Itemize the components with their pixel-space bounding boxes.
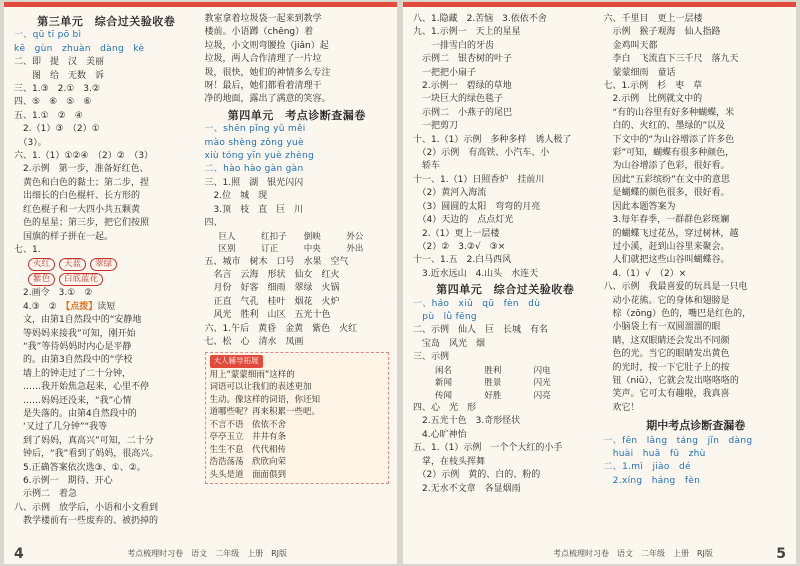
word-cell: 红扣子 — [261, 231, 287, 242]
box-line: 道哪些呢？再来积累一些吧。 — [209, 407, 321, 418]
color-word-tag: 天蓝 — [59, 258, 86, 271]
answer-line: 七、1. — [14, 244, 41, 255]
answer-line: 教学楼前有一些废弃的、被扔掉的 — [14, 516, 159, 527]
answer-line: 示例二 银杏树的叶子 — [413, 54, 513, 65]
box-line: 生生不息 代代相传 — [209, 444, 287, 455]
box-line: 生动。像这样的词语，你还知 — [209, 394, 321, 405]
answer-line: 到了妈妈，真高兴”可知，二十分 — [14, 435, 154, 446]
unit4-review-title: 第四单元 综合过关验收卷 — [436, 283, 575, 297]
color-word-row — [14, 257, 199, 272]
answer-line: pù lǜ fēng — [413, 311, 477, 322]
essay-continued — [205, 13, 390, 107]
word-cell: 胜景 — [484, 378, 502, 389]
word-cell: 新闻 — [435, 378, 453, 389]
right-column-1 — [413, 13, 598, 541]
answer-line: 白的、火红的、墨绿的”以及 — [603, 121, 726, 132]
answer-line: 正直 气孔 桂叶 烟花 火炉 — [204, 296, 340, 307]
answer-line: （2）② 3.②√ ③× — [413, 241, 506, 252]
left-column-1 — [14, 13, 199, 541]
answer-line: 一、fēn lǎng táng jǐn dàng — [603, 435, 753, 446]
page-number: 4 — [14, 546, 24, 562]
answer-line: 一把剪刀 — [413, 121, 459, 132]
answer-line: 2.示例 第一步，准备好红色、 — [14, 164, 149, 175]
answer-line: 笑声。它可太有趣啦，我真喜 — [603, 389, 730, 400]
answer-line: 钟后，“我”看到了妈妈，很高兴。 — [14, 449, 159, 460]
answer-line: 五、城市 树木 口号 水果 空气 — [204, 256, 349, 267]
answer-line: 图 给 无数 诉 — [14, 70, 105, 81]
box-line: 头头是道 面面俱到 — [209, 469, 287, 480]
box-line: 用上“蒙蒙细雨”这样的 — [209, 369, 295, 380]
color-word-tag: 白底蓝花 — [59, 273, 103, 286]
answer-line: 六、1.午后 黄昏 金黄 紫色 火红 — [204, 323, 358, 334]
answer-line: 5.正确答案依次选③、①、②。 — [14, 462, 146, 473]
answer-line: 一把把小扇子 — [413, 67, 477, 78]
box-line: 词语可以让我们的表述更加 — [209, 382, 312, 393]
answer-line: 一、háo xiū qū fèn dù — [413, 298, 541, 309]
answer-line: 红色棍子和一大四小共五颗黄 — [14, 204, 141, 215]
answer-line: 棕（zōng）色的，嘴巴是红色的， — [603, 308, 752, 319]
answer-lines — [14, 29, 199, 528]
answer-line: 因此本题答案为 — [603, 201, 676, 212]
answer-line: 七、1.示例 杉 枣 草 — [603, 81, 703, 92]
answer-lines — [413, 13, 598, 281]
answer-line: “我”等待妈妈时内心是平静 — [14, 341, 132, 352]
page-footer — [403, 542, 796, 562]
answer-line: 五、1.（1）示例 一个个大红的小手 — [413, 443, 563, 454]
answer-line: 掌，在枝头挥舞 — [413, 456, 486, 467]
answer-line: 宝岛 风光 烟 — [413, 338, 486, 349]
box-line: 浩浩荡荡 欣欣向荣 — [209, 457, 287, 468]
answer-line: 出细长的白色棍杆、长方形的 — [14, 191, 141, 202]
answer-line: 彩”可知，蝴蝶有很多种颜色， — [603, 148, 735, 159]
answer-line: 二、示例 仙人 巨 长城 有名 — [413, 325, 549, 336]
book-spread — [4, 2, 796, 564]
answer-line: 色的光。当它的眼睛发出黄色 — [603, 349, 730, 360]
answer-line: 示例 猴子观海 仙人指路 — [603, 27, 721, 38]
answer-line: （3）圆圆的太阳 弯弯的月亮 — [413, 201, 541, 212]
answer-lines — [205, 256, 390, 350]
answer-line: 四、 — [204, 218, 223, 229]
answer-line: 欢它！ — [603, 402, 640, 413]
answer-line: 文，由第1自然段中的“安静地 — [14, 315, 142, 326]
answer-line: 黄色和白色的黏土；第二步，捏 — [14, 177, 150, 188]
unit4-diagnosis-title: 第四单元 考点诊断查漏卷 — [227, 108, 366, 122]
answer-line: 动小花熊。它的身体和翅膀是 — [603, 295, 730, 306]
answer-line: 三、1.③ 2.① 3.② — [14, 84, 100, 95]
right-page — [403, 2, 796, 564]
answer-line: 2.示例一 碧绿的草地 — [413, 81, 512, 92]
answer-line: 2.（1）更上一层楼 — [413, 228, 500, 239]
answer-line: 八、示例 放学后，小语和小文看到 — [14, 502, 159, 513]
answer-line: 呀！最后，她们都看着清理干 — [204, 81, 322, 92]
answer-line: 三、示例 — [413, 352, 450, 363]
answer-line: 一、shēn pǐng yǔ měi — [204, 124, 306, 135]
answer-line: 六、千里目 更上一层楼 — [603, 14, 703, 24]
answer-line: “有的山谷里有好多种蝴蝶，米 — [603, 107, 735, 118]
answer-line: 国旗的样子拼在一起。 — [14, 231, 114, 242]
answer-line: 的蝴蝶飞过花丛，穿过树林，越 — [603, 228, 739, 239]
answer-line: 垃圾，两人合作清理了一片垃 — [204, 54, 322, 65]
answer-line: 是失落的。由第4自然段中的 — [14, 408, 137, 419]
midterm-title: 期中考点诊断查漏卷 — [646, 419, 746, 433]
answer-line: 轿车 — [413, 161, 441, 172]
answer-line: （2）示例 黄的、白的、粉的 — [413, 470, 541, 481]
answer-line: 6.示例一 期待、开心 — [14, 476, 113, 486]
answer-line: mào shèng zǒng yuè — [204, 137, 304, 148]
answer-line: 墙上的钟走过了二十分钟， — [14, 368, 132, 379]
answer-line: 楼前。小语蹲（chēng）着 — [204, 27, 314, 38]
answer-line: 九、1.示例一 天上的星星 — [413, 27, 521, 38]
answer-line: 一块巨大的绿色毯子 — [413, 94, 504, 105]
answer-line: 一排雪白的牙齿 — [413, 40, 495, 51]
answer-lines — [604, 13, 789, 415]
answer-line: ……我开始焦急起来，心里不停 — [14, 382, 150, 393]
answer-line: （4）天边的 点点灯光 — [413, 215, 514, 226]
answer-line: 4.（1）√ （2）× — [603, 268, 687, 279]
word-cell: 好胜 — [484, 390, 502, 401]
answer-line: 二、hào hào gàn gàn — [204, 164, 304, 175]
word-cell: 闪亮 — [533, 390, 551, 401]
answer-line: 为山谷增添了色彩，很好看。 — [603, 161, 730, 172]
word-cell: 订正 — [261, 244, 279, 254]
answer-line: （2）黄河入海流 — [413, 188, 487, 199]
answer-line: 示例二 着急 — [14, 489, 78, 500]
word-cell: 倒映 — [303, 231, 321, 242]
answer-line: 过小溪，赶到山谷里来聚会。 — [603, 241, 730, 252]
box-line: 亭亭玉立 井井有条 — [209, 432, 287, 443]
answer-line: 五、1.① ② ④ — [14, 110, 83, 121]
answer-line: 4.心旷神怡 — [413, 429, 467, 440]
word-cell: 闪电 — [533, 365, 551, 376]
answer-line: 金鸡叫天都 — [603, 40, 658, 51]
box-content — [210, 369, 385, 482]
answer-line: 小脑袋上有一双圆溜溜的眼 — [603, 322, 721, 333]
answer-line: 等妈妈来接我”可知，刚开始 — [14, 328, 136, 339]
left-column-2 — [205, 13, 390, 541]
answer-line: 的。由第3自然段中的“学校 — [14, 355, 133, 366]
answer-line: 蒙蒙细雨 童话 — [603, 67, 676, 78]
answer-line: 睛，这双眼睛还会发出不同颜 — [603, 335, 730, 346]
word-cell: 胜利 — [484, 365, 502, 376]
word-cell: 闪光 — [533, 378, 551, 389]
answer-line: 因此“五彩缤纷”在文中的意思 — [603, 174, 730, 185]
answer-line: 教室拿着垃圾袋一起来到教学 — [204, 14, 322, 24]
footer-label: 考点梳理时习卷 语文 二年级 上册 RJ版 — [127, 549, 287, 558]
answer-line: 一、qū tī pō bì — [14, 30, 82, 41]
word-cell: 外公 — [346, 231, 364, 242]
color-word-tag: 紫色 — [28, 273, 55, 286]
answer-line: 2.位 城 现 — [204, 191, 268, 202]
answer-line: 4.③ ② 【点拨】读短 — [14, 301, 116, 312]
word-cell: 中央 — [303, 244, 321, 254]
answer-line: 二、即 提 汉 美丽 — [14, 57, 105, 68]
left-page — [4, 2, 397, 564]
word-cell: 巨人 — [218, 231, 236, 242]
answer-lines — [413, 298, 598, 365]
answer-line: 人们就把这些山谷叫蝴蝶谷。 — [603, 255, 730, 266]
answer-line: 垃圾，小文则弯腰捡（jiǎn）起 — [204, 40, 329, 51]
answer-line: 六、1.（1）①②④ （2）② （3） — [14, 151, 154, 162]
right-column-2 — [604, 13, 789, 541]
answer-line: 钮（niǔ），它就会发出咯咯咯的 — [603, 375, 739, 386]
answer-line: huài huā fū zhù — [603, 449, 706, 459]
answer-line: 的光时，按一下它肚子上的按 — [603, 362, 730, 373]
answer-line: 2.xíng háng fèn — [603, 475, 701, 486]
answer-line: 名言 云海 形状 仙女 红火 — [204, 269, 340, 280]
answer-line: ‘又过了几分钟”“我等 — [14, 422, 108, 433]
answer-lines — [205, 123, 390, 230]
answer-line: （3）。 — [14, 137, 47, 148]
word-cell: 区别 — [218, 244, 236, 254]
answer-line: 十一、1.五 2.白马西风 — [413, 255, 512, 266]
answer-line: xiù tóng yīn yuè zhèng — [204, 151, 315, 162]
answer-line: 色的星星；第三步，把它们按照 — [14, 218, 150, 229]
answer-line: 3.每年春季，一群群色彩斑斓 — [603, 215, 730, 226]
answer-line: 十、1.（1）示例 多种多样 诱人极了 — [413, 134, 572, 145]
answer-line: 七、松 心 清水 凤画 — [204, 336, 304, 347]
answer-lines — [413, 402, 598, 496]
page-footer — [4, 542, 397, 562]
answer-line: ……妈妈还没来，“我”心情 — [14, 395, 132, 406]
answer-line: （2）示例 有高铁、小汽车、小 — [413, 148, 550, 159]
answer-line: 月份 好客 细雨 翠绿 火锅 — [204, 283, 340, 294]
unit3-title: 第三单元 综合过关验收卷 — [37, 15, 176, 28]
page-number: 5 — [776, 546, 786, 562]
box-title: 大人辅导拓展 — [210, 355, 263, 368]
answer-line: kē gùn zhuàn dàng kè — [14, 43, 145, 54]
color-word-tag: 火红 — [28, 258, 55, 271]
answer-line: 示例二 小燕子的尾巴 — [413, 107, 513, 118]
answer-line: 3.顶 枝 直 巨 川 — [204, 204, 304, 215]
answer-line: 三、1.照 湖 银光闪闪 — [204, 177, 304, 188]
answer-line: 3.近水远山 4.山头 水连天 — [413, 268, 539, 279]
answer-line: 八、示例 我最喜爱的玩具是一只电 — [603, 282, 748, 293]
answer-line: 2.（1）③ （2）① — [14, 124, 100, 135]
answer-line: 八、1.隐藏 2.苦恼 3.依依不舍 — [413, 14, 547, 24]
answer-line: 四、心 光 形 — [413, 403, 477, 414]
word-group-grid — [413, 365, 583, 403]
answer-line: 下文中的“为山谷增添了许多色 — [603, 134, 735, 145]
tutor-extension-box — [205, 352, 390, 484]
word-cell: 闲名 — [435, 365, 453, 376]
footer-label: 考点梳理时习卷 语文 二年级 上册 RJ版 — [553, 549, 713, 558]
answer-line: 2.无水不文章 各显烟雨 — [413, 483, 521, 494]
answer-line: 风光 胜利 山区 五光十色 — [204, 310, 331, 321]
box-line: 不言不语 依依不舍 — [209, 419, 287, 430]
answer-line: 二、1.mì jiào dé — [603, 462, 691, 473]
answer-line: 净的地面，露出了满意的笑容。 — [204, 94, 331, 105]
answer-line: 是蝴蝶的颜色很多，很好看。 — [603, 188, 730, 199]
color-word-tag: 翠绿 — [90, 258, 117, 271]
answer-line: 四、⑤ ⑥ ⑤ ⑥ — [14, 97, 92, 108]
answer-line: 十一、1.（1）日照香炉 挂前川 — [413, 174, 545, 185]
color-word-row — [14, 272, 199, 287]
answer-line: 2.示例 比例就文中的 — [603, 94, 703, 105]
word-group-grid — [205, 231, 390, 256]
word-cell: 传闻 — [435, 390, 453, 401]
hint-marker: 【点拨】 — [65, 301, 98, 312]
word-cell: 外出 — [346, 244, 364, 254]
answer-line: 2.画令 3.① ② — [14, 288, 93, 299]
answer-lines — [604, 435, 789, 489]
answer-line: 圾，很快，她们的神情多么专注 — [204, 67, 331, 78]
answer-line: 2.五光十色 3.奇形怪状 — [413, 416, 521, 427]
answer-line: 李白 飞流直下三千尺 落九天 — [603, 54, 739, 65]
